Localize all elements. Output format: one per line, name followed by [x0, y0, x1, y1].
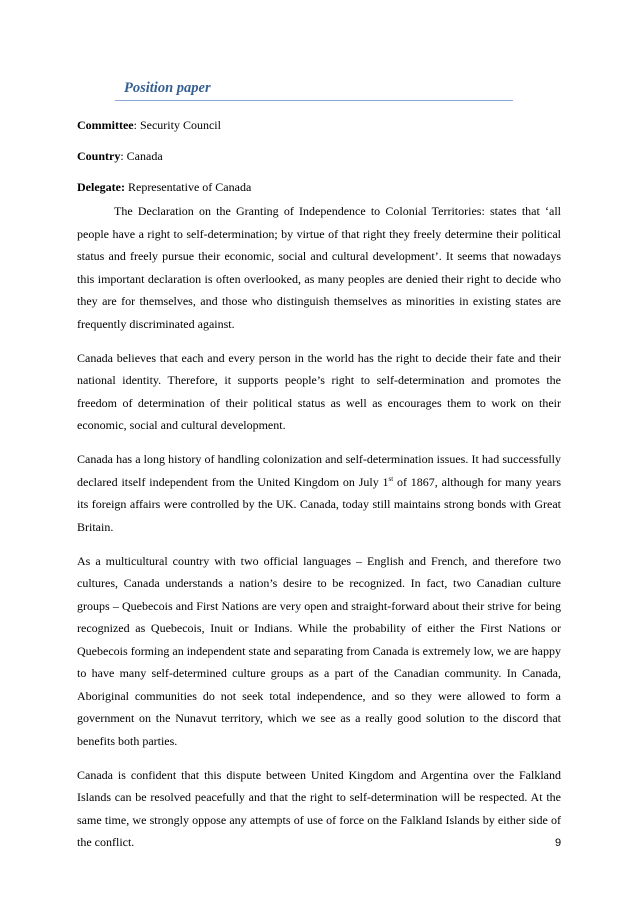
history-superscript: st	[388, 474, 394, 483]
delegate-label: Delegate:	[77, 180, 125, 194]
paragraph-falklands: Canada is confident that this dispute between United Kingdom and Argentina over the Falkland Islands can be resolved peacefully and that the right to self-determination will be respected. At the same time, we strongly oppose any attempts of use of force on the Falkland Islands by either side of the conflict.	[77, 767, 561, 849]
history-text-before: Canada has a long history of handling colonization and self-determination issues. It had successfully declared itself independent from the United Kingdom on July 1	[77, 452, 561, 489]
paragraph-multicultural: As a multicultural country with two official languages – English and French, and therefore two cultures, Canada understands a nation’s desire to be recognized. In fact, two Canadian culture groups – Quebecois and First Nations are very open and straight-forward about their strive for being recognized as Quebecois, Inuit or Indians. While the probability of either the First Nations or Quebecois forming an independent state and separating from Canada is extremely low, we are happy to have many self-determined culture groups as a part of the Canadian community. In Canada, Aboriginal communities do not seek total independence, and so they were allowed to form a government on the Nunavut territory, which we see as a really good solution to the discord that benefits both parties.	[77, 553, 561, 748]
page-number: 9	[555, 837, 562, 849]
history-text-after: of 1867, although for many years its foreign affairs were controlled by the UK. Canada, today still maintains strong bonds with Great Britain.	[77, 474, 562, 534]
committee-label: Committee	[77, 118, 134, 132]
delegate-value: Representative of Canada	[124, 180, 252, 194]
country-line	[77, 149, 163, 163]
body-text	[77, 200, 561, 865]
paragraph-declaration: The Declaration on the Granting of Independence to Colonial Territories: states that ‘all people have a right to self-determination; by virtue of that right they freely determine their political status and freely pursue their economic, social and cultural development’. It seems that nowadays this important declaration is often overlooked, as many peoples are denied their right to decide who they are for themselves, and those who distinguish themselves as minorities in existing states are frequently discriminated against.	[77, 204, 561, 331]
delegate-line	[77, 180, 251, 194]
page-title: Position paper	[124, 80, 211, 96]
paragraph-history	[77, 448, 561, 538]
title-underline	[115, 100, 513, 101]
committee-value: : Security Council	[133, 118, 221, 132]
country-label: Country	[77, 149, 121, 163]
committee-line	[77, 118, 221, 132]
country-value: : Canada	[120, 149, 163, 163]
paragraph-beliefs: Canada believes that each and every person in the world has the right to decide their fate and their national identity. Therefore, it supports people’s right to self-determination and promotes the freedom of determination of their political status as well as encourages them to work on their economic, social and cultural development.	[77, 350, 561, 432]
